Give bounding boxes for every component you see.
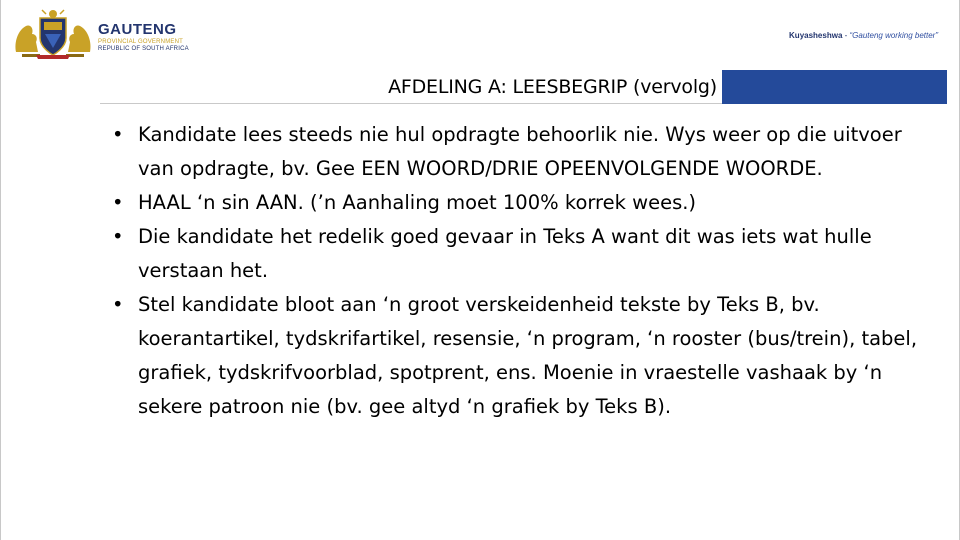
bullet-icon: • <box>112 191 124 214</box>
slide-border-left <box>0 0 1 540</box>
bullet-text: Die kandidate het redelik goed gevaar in Teks A want dit was iets wat hulle verstaan het. <box>138 225 872 282</box>
bullet-text: Stel kandidate bloot aan ‘n groot verskeidenheid tekste by Teks B, bv. koerantartikel, tydskrifartikel, resensie, ‘n program, ‘n rooster (bus/trein), tabel, grafiek, tydskrifvoorblad, spotprent, ens. Moenie in vraestelle vashaak by ‘n sekere patroon nie (bv. gee altyd ‘n grafiek by Teks B). <box>138 293 918 418</box>
logo-name: GAUTENG <box>98 21 177 38</box>
bullet-text: HAAL ‘n sin AAN. (’n Aanhaling moet 100% korrek wees.) <box>138 191 697 214</box>
coat-of-arms-icon <box>12 8 94 60</box>
bullet-list <box>112 118 932 424</box>
bullet-item <box>112 220 932 288</box>
bullet-item <box>112 186 932 220</box>
bullet-text: Kandidate lees steeds nie hul opdragte behoorlik nie. Wys weer op die uitvoer van opdragte, bv. Gee EEN WOORD/DRIE OPEENVOLGENDE WOORDE. <box>138 123 902 180</box>
title-box <box>100 70 722 104</box>
bullet-item <box>112 288 932 424</box>
title-bar <box>100 70 947 104</box>
gauteng-logo <box>12 8 192 60</box>
logo-subtitle-1: PROVINCIAL GOVERNMENT <box>98 39 183 45</box>
bullet-item <box>112 118 932 186</box>
bullet-icon: • <box>112 293 124 316</box>
slogan-brand: Kuyasheshwa <box>789 31 843 40</box>
logo-text <box>98 22 189 53</box>
slogan-tagline: “Gauteng working better” <box>849 31 938 40</box>
slide-title: AFDELING A: LEESBEGRIP (vervolg) <box>388 75 717 98</box>
slogan <box>789 31 938 40</box>
slide-header <box>0 0 960 66</box>
bullet-icon: • <box>112 225 124 248</box>
logo-subtitle-2: REPUBLIC OF SOUTH AFRICA <box>98 46 189 52</box>
bullet-icon: • <box>112 123 124 146</box>
slogan-separator: - <box>842 31 850 40</box>
